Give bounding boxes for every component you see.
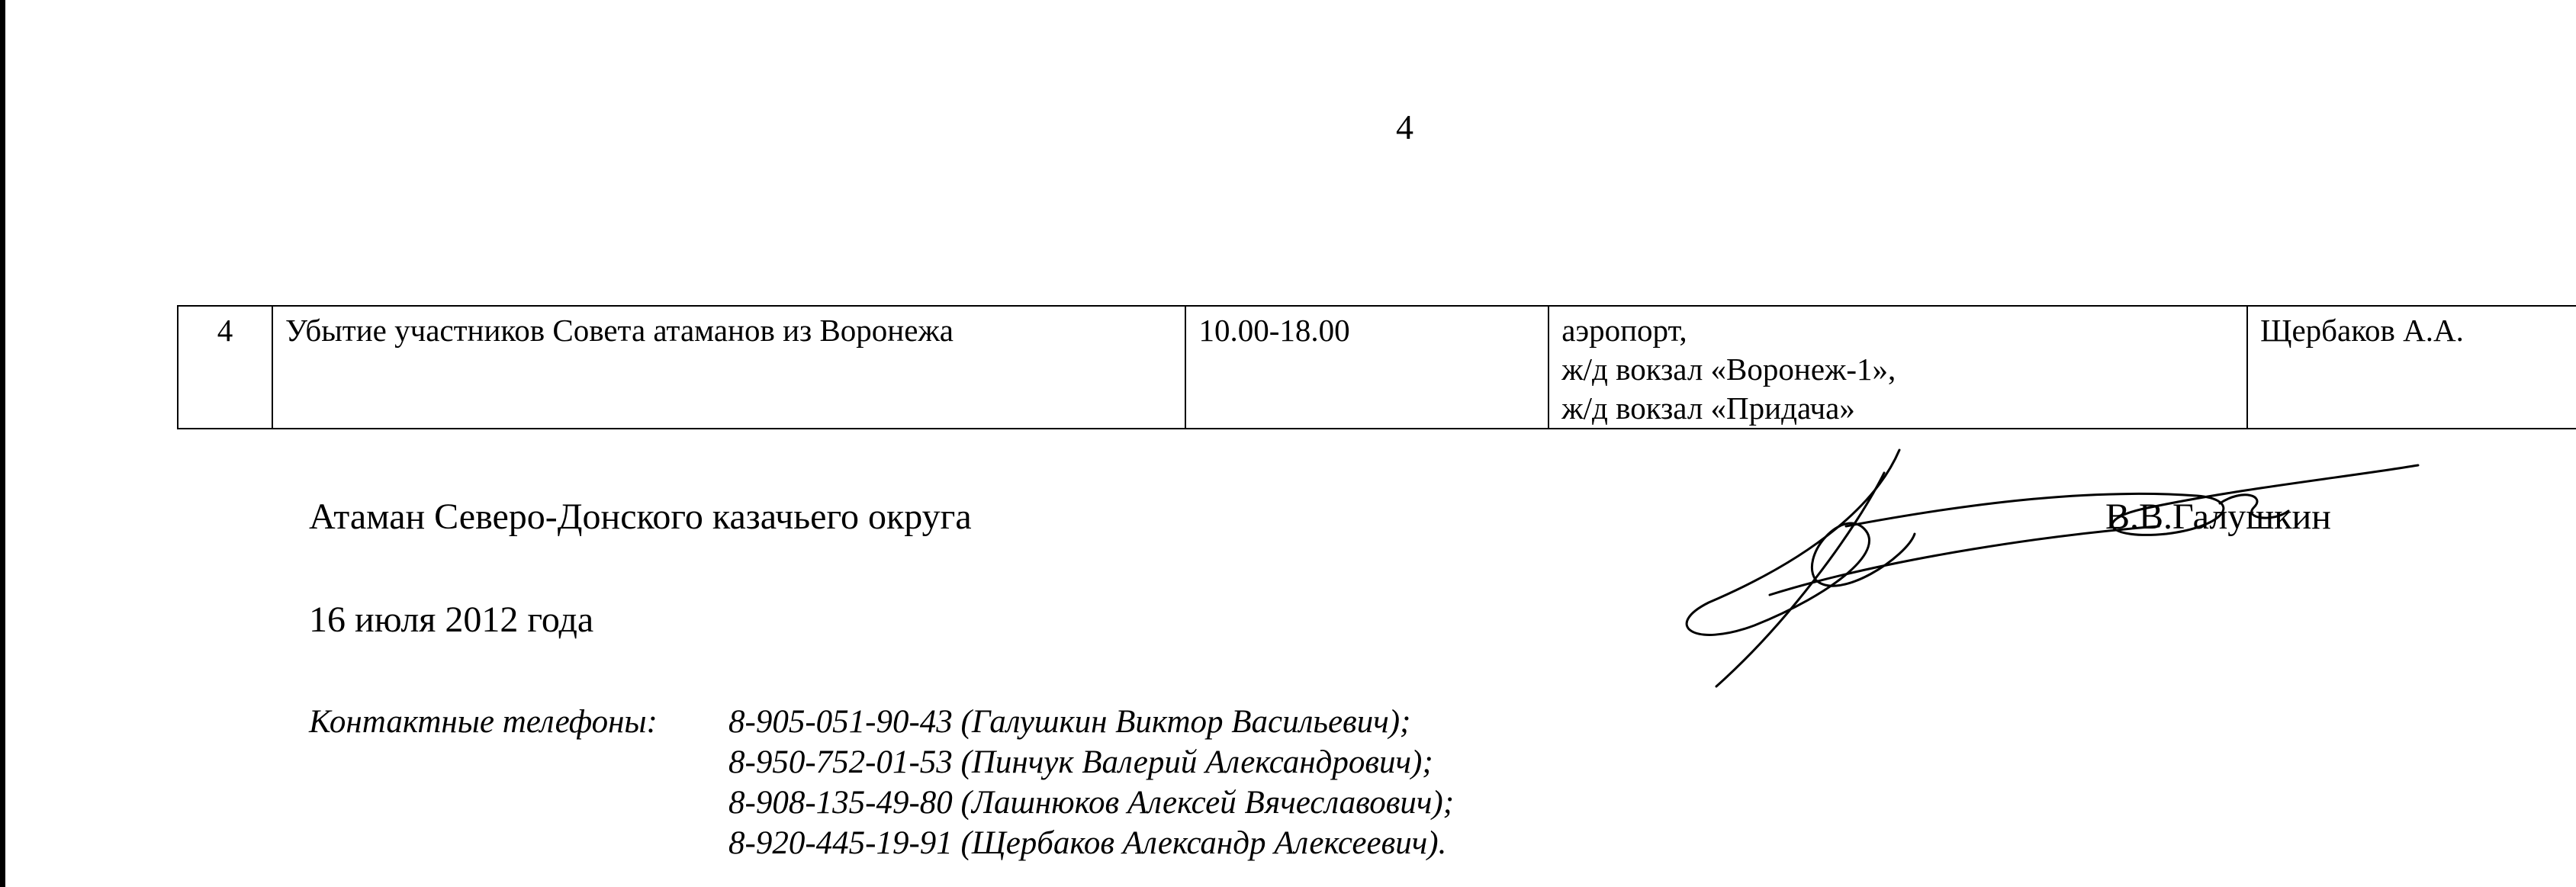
left-margin-rule — [0, 0, 5, 887]
place-line: ж/д вокзал «Придача» — [1561, 390, 1855, 426]
position-title: Атаман Северо-Донского казачьего округа — [309, 497, 972, 537]
contacts-label: Контактные телефоны: — [309, 704, 658, 740]
event-cell: Убытие участников Совета атаманов из Воронежа — [272, 306, 1186, 429]
contact-entry: 8-908-135-49-80 (Лашнюков Алексей Вячеславович); — [728, 785, 1455, 821]
schedule-table — [177, 305, 2576, 429]
time-cell: 10.00-18.00 — [1185, 306, 1548, 429]
handwritten-signature — [1663, 442, 2426, 702]
contacts-list — [728, 702, 1454, 863]
signer-name: В.В.Галушкин — [2105, 497, 2331, 537]
table-row — [178, 306, 2576, 429]
place-line: ж/д вокзал «Воронеж-1», — [1561, 352, 1896, 387]
contact-entry: 8-950-752-01-53 (Пинчук Валерий Александрович); — [728, 744, 1433, 780]
place-cell — [1548, 306, 2247, 429]
signature-date: 16 июля 2012 года — [309, 599, 594, 640]
row-number-cell: 4 — [178, 306, 272, 429]
contact-entry: 8-905-051-90-43 (Галушкин Виктор Васильевич); — [728, 704, 1411, 740]
contact-entry: 8-920-445-19-91 (Щербаков Александр Алексеевич). — [728, 825, 1447, 861]
place-line: аэропорт, — [1561, 313, 1687, 348]
page-number: 4 — [1396, 108, 1413, 146]
responsible-cell: Щербаков А.А. — [2247, 306, 2576, 429]
